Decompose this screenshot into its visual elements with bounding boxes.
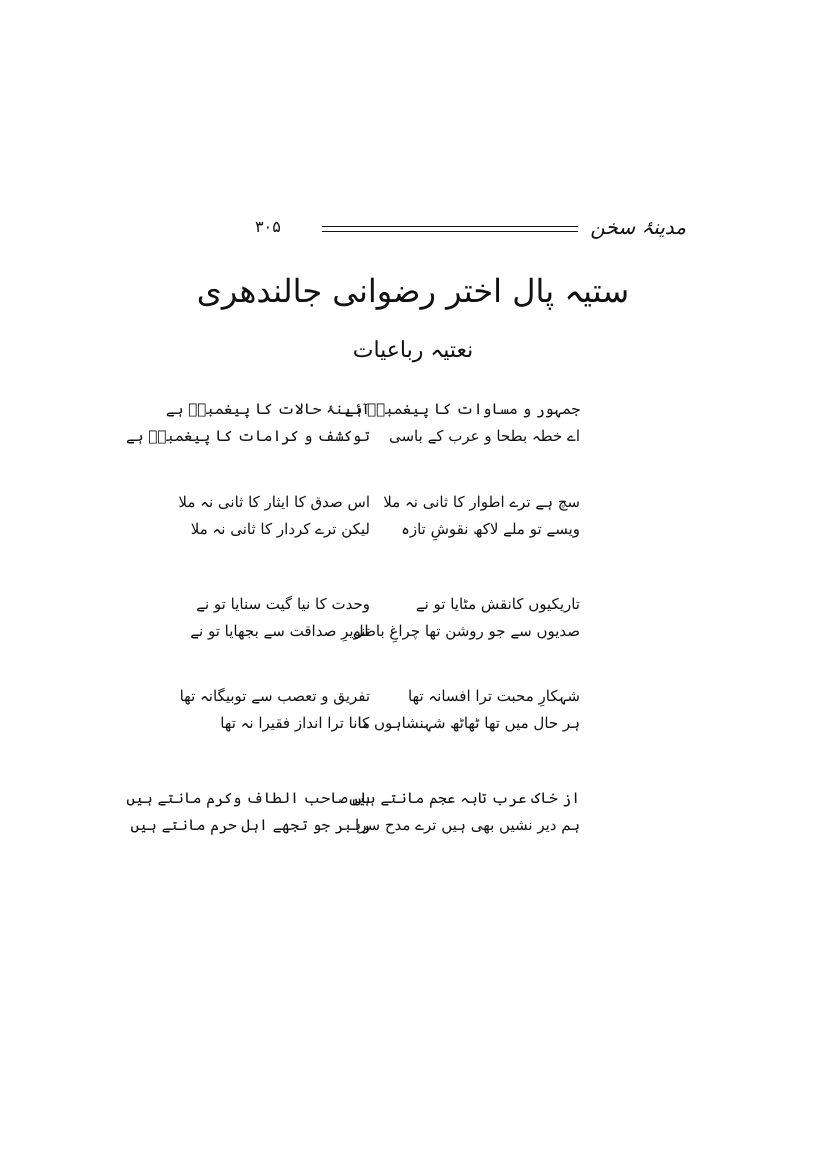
verse-line: از خاک عرب تابہ عجم مانتے ہیں (349, 789, 580, 807)
verse-line: رہبر جو تجھے اہل حرم مانتے ہیں (130, 816, 370, 834)
verse-line: آئینۂ حالات کا پیغمبرؐ ہے (165, 400, 370, 418)
page-number: ۳۰۵ (255, 217, 281, 236)
verse-line: صدیوں سے جو روشن تھا چراغِ باطل (352, 622, 580, 640)
quatrain (190, 593, 580, 657)
verse-line: اس صدق کا ایثار کا ثانی نہ ملا (178, 493, 370, 511)
header-rule-bottom (322, 231, 578, 232)
verse-line: اے خطہ بطحا و عرب کے باسی (388, 427, 580, 445)
verse-line: وحدت کا نیا گیت سنایا تو نے (196, 595, 370, 613)
verse-line: سچ ہے ترے اطوار کا ثانی نہ ملا (383, 493, 580, 511)
quatrain (126, 787, 580, 851)
poet-name: ستیہ پال اختر رضوانی جالندھری (196, 272, 630, 310)
verse-line: توکشف و کرامات کا پیغمبرؐ ہے (126, 427, 370, 445)
section-title: نعتیہ رباعیات (352, 338, 474, 363)
quatrain (126, 398, 580, 462)
running-title: مدینۂ سخن (590, 215, 686, 239)
verse-line: تنویرِ صداقت سے بجھایا تو نے (190, 622, 370, 640)
verse-line: ویسے تو ملے لاکھ نقوشِ تازہ (401, 520, 580, 538)
verse-line: ہر حال میں تھا ٹھاٹھ شہنشاہوں کا (357, 714, 580, 732)
verse-line: تفریق و تعصب سے توبیگانہ تھا (179, 687, 370, 705)
verse-line: لیکن ترے کردار کا ثانی نہ ملا (190, 520, 370, 538)
verse-line: تاریکیوں کانقش مٹایا تو نے (415, 595, 580, 613)
verse-line: شہکارِ محبت ترا افسانہ تھا (407, 687, 580, 705)
verse-line: ہم دیر نشیں بھی ہیں ترے مدح سرا (355, 816, 580, 834)
page-header (0, 215, 826, 245)
header-rule-top (322, 226, 578, 227)
verse-line: ہاں صاحب الطاف وکرم مانتے ہیں (126, 789, 370, 807)
quatrain (179, 685, 580, 749)
quatrain (178, 491, 580, 555)
verse-line: جمہور و مساوات کا پیغمبرؐ ہے (344, 400, 580, 418)
verse-line: مانا ترا انداز فقیرا نہ تھا (220, 714, 370, 732)
